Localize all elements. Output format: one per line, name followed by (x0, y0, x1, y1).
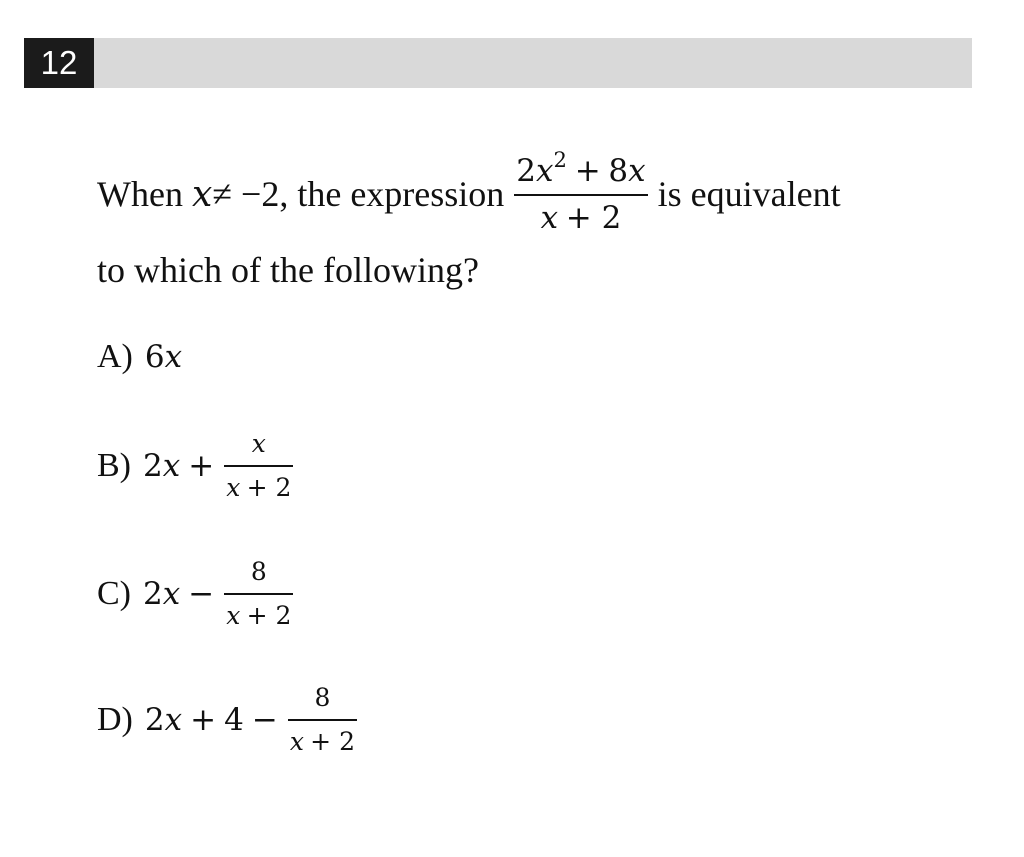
question-stem (97, 142, 957, 290)
choice-b-fraction: $\frac{x}{x + 2}$ (226, 429, 292, 502)
choice-b-letter: B) (97, 447, 131, 484)
choice-d-fraction: $\frac{8}{x + 2}$ (289, 683, 355, 756)
stem-lead: When (97, 174, 183, 214)
choice-a-expression: 6 x (144, 339, 183, 375)
choice-b[interactable] (97, 429, 293, 503)
choice-a[interactable] (97, 338, 182, 376)
stem-line-2: to which of the following? (97, 250, 479, 290)
choice-b-expression: 2 x + $\frac{x}{x + 2}$ (143, 429, 292, 502)
question-header-bar (24, 38, 972, 88)
stem-condition: ≠ −2, the expression (212, 174, 505, 214)
choice-c-letter: C) (97, 575, 131, 612)
choice-c-expression: 2 x − $\frac{8}{x + 2}$ (143, 557, 292, 630)
stem-line-1 (97, 142, 957, 246)
choice-c-fraction: $\frac{8}{x + 2}$ (226, 557, 292, 630)
question-number: 12 (24, 38, 94, 88)
choice-a-letter: A) (97, 338, 133, 375)
stem-fraction-numerator: $2x^2 + 8x$ (516, 147, 646, 189)
stem-fraction (514, 147, 647, 236)
choice-d-letter: D) (97, 701, 133, 738)
stem-trail: is equivalent (657, 174, 841, 214)
choice-d-expression: 2 x + 4 − $\frac{8}{x + 2}$ (144, 683, 355, 756)
choice-d[interactable] (97, 683, 357, 757)
stem-variable: x (191, 173, 213, 215)
choice-c[interactable] (97, 557, 293, 631)
stem-fraction-denominator: x + 2 (540, 199, 622, 236)
